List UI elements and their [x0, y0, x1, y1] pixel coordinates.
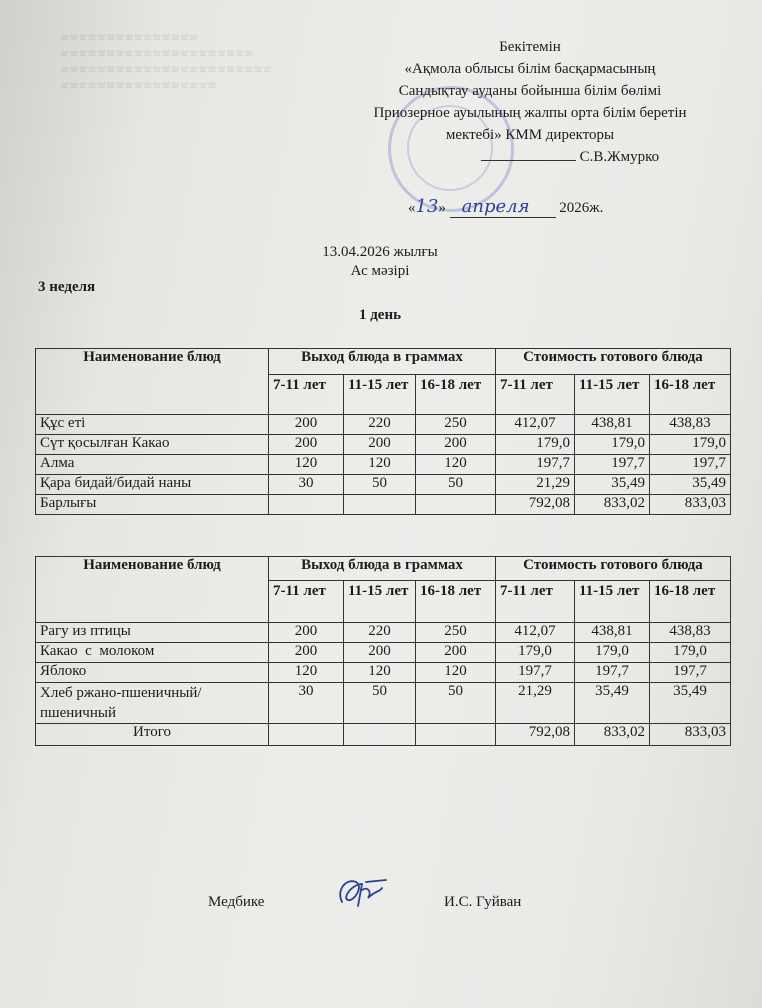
date-year: 2026ж.: [559, 200, 604, 216]
table-row: Алма 120 120 120 197,7 197,7 197,7: [36, 455, 731, 475]
age-col: 16-18 лет: [416, 375, 496, 415]
col-dish-name: Наименование блюд: [36, 349, 269, 415]
col-cost: Стоимость готового блюда: [496, 349, 731, 375]
approval-line-2: Сандықтау ауданы бойынша білім бөлімі: [398, 83, 662, 99]
date-month: апреля: [461, 196, 530, 217]
table-row: Сүт қосылған Какао 200 200 200 179,0 179,0 179,0: [36, 435, 731, 455]
table-row: Құс еті 200 220 250 412,07 438,81 438,83: [36, 415, 731, 435]
approval-line-3: Приозерное ауылының жалпы орта білім беретін: [373, 105, 687, 121]
age-col: 11-15 лет: [575, 375, 650, 415]
nurse-name: И.С. Гуйван: [444, 894, 522, 910]
nurse-role: Медбике: [208, 894, 265, 910]
week-label: 3 неделя: [38, 279, 96, 295]
age-col: 16-18 лет: [650, 375, 731, 415]
director-name: С.В.Жмурко: [579, 149, 660, 165]
table-row: Яблоко 120 120 120 197,7 197,7 197,7: [36, 663, 731, 683]
menu-table-kz: [35, 348, 731, 515]
table-total-row: Итого 792,08 833,02 833,03: [36, 724, 731, 746]
age-col: 16-18 лет: [416, 581, 496, 623]
approval-line-4: мектебі» КММ директоры: [445, 127, 615, 143]
table-row: Какао с молоком 200 200 200 179,0 179,0 179,0: [36, 643, 731, 663]
age-col: 7-11 лет: [269, 581, 344, 623]
signature-line: [481, 146, 576, 161]
age-col: 11-15 лет: [575, 581, 650, 623]
date-day: 13: [415, 196, 439, 217]
col-cost: Стоимость готового блюда: [496, 557, 731, 581]
table-total-row: Барлығы 792,08 833,02 833,03: [36, 495, 731, 515]
table-row: Қара бидай/бидай наны 30 50 50 21,29 35,49 35,49: [36, 475, 731, 495]
approval-block: [330, 36, 730, 168]
table-row: Хлеб ржано-пшеничный/пшеничный 30 50 50 21,29 35,49 35,49: [36, 683, 731, 724]
approval-line-1: «Ақмола облысы білім басқармасының: [404, 61, 656, 77]
director-line: [330, 146, 730, 168]
col-weight: Выход блюда в граммах: [269, 349, 496, 375]
menu-table-ru: [35, 556, 731, 746]
age-col: 11-15 лет: [344, 375, 416, 415]
col-dish-name: Наименование блюд: [36, 557, 269, 623]
nurse-signature: [332, 872, 388, 912]
col-weight: Выход блюда в граммах: [269, 557, 496, 581]
day-label: 1 день: [358, 307, 402, 323]
age-col: 7-11 лет: [269, 375, 344, 415]
age-col: 11-15 лет: [344, 581, 416, 623]
age-col: 16-18 лет: [650, 581, 731, 623]
approval-date: «13» апреля 2026ж.: [408, 196, 604, 217]
menu-title: Ас мәзірі: [350, 263, 410, 279]
bleed-through-text: ≋≋≋≋≋≋≋≋≋≋≋≋≋≋≋ ≋≋≋≋≋≋≋≋≋≋≋≋≋≋≋≋≋≋≋≋≋ ≋≋≋≋≋≋≋≋≋≋≋≋≋≋≋≋≋≋≋≋≋≋≋ ≋≋≋≋≋≋≋≋≋≋≋≋≋≋≋≋≋: [60, 32, 272, 92]
age-col: 7-11 лет: [496, 581, 575, 623]
table-row: Рагу из птицы 200 220 250 412,07 438,81 438,83: [36, 623, 731, 643]
age-col: 7-11 лет: [496, 375, 575, 415]
menu-date: 13.04.2026 жылғы: [322, 244, 438, 260]
approval-title: Бекітемін: [499, 39, 561, 55]
